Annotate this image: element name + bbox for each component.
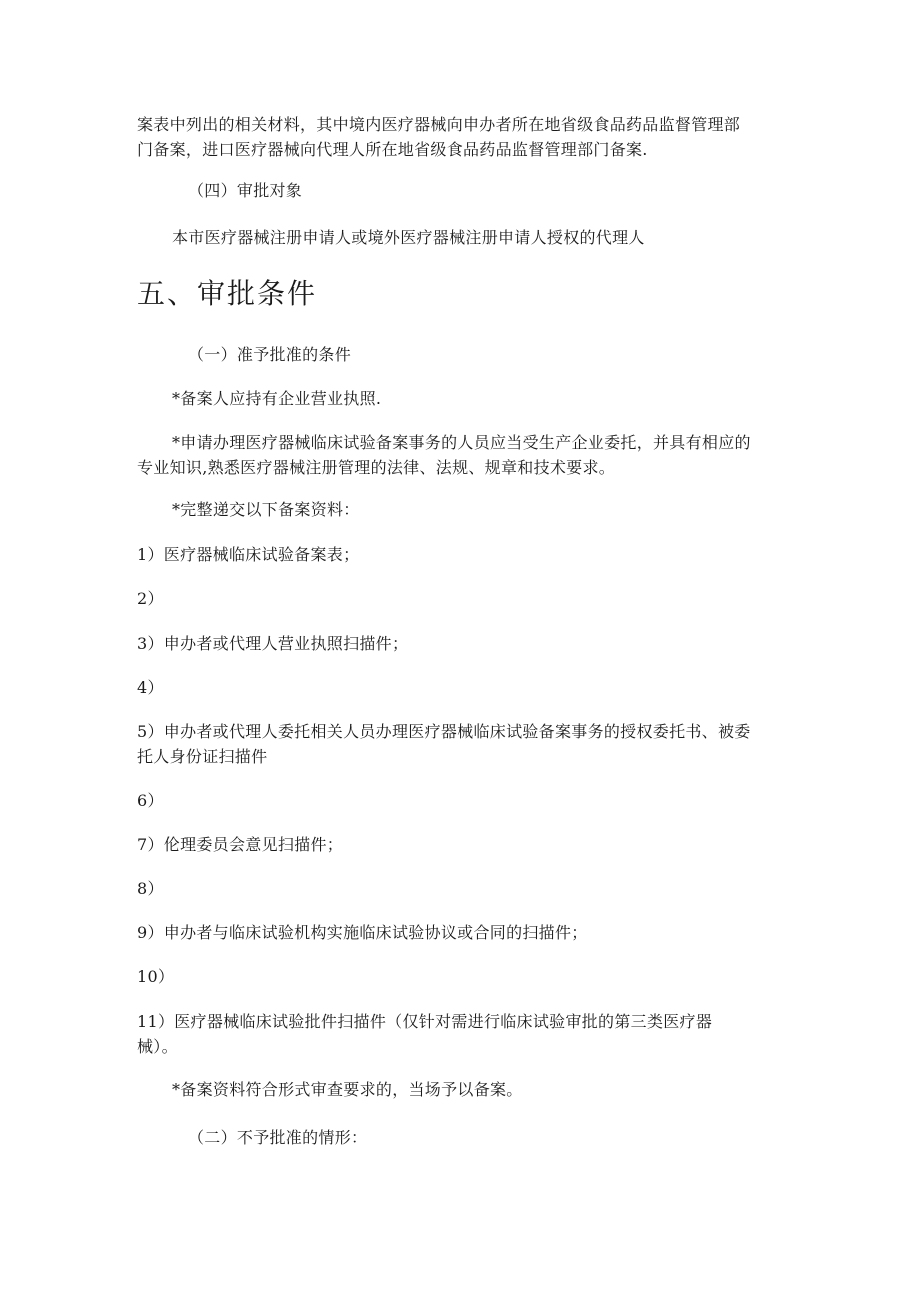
list-item-1: 1）医疗器械临床试验备案表；: [137, 545, 360, 564]
bullet-3: *完整递交以下备案资料：: [172, 500, 360, 519]
list-item-11-line-1: 11）医疗器械临床试验批件扫描件（仅针对需进行临床试验审批的第三类医疗器: [137, 1012, 713, 1031]
list-item-9: 9）申办者与临床试验机构实施临床试验协议或合同的扫描件；: [137, 923, 588, 942]
bullet-1: *备案人应持有企业营业执照.: [172, 389, 382, 408]
list-item-5-line-2: 托人身份证扫描件: [137, 747, 268, 766]
list-item-8: 8）: [137, 879, 164, 898]
condition-1-title: （一）准予批准的条件: [188, 345, 352, 364]
subsection-4-title: （四）审批对象: [188, 181, 303, 200]
subsection-4-text: 本市医疗器械注册申请人或境外医疗器械注册申请人授权的代理人: [172, 228, 645, 247]
list-item-2: 2）: [137, 589, 164, 608]
section-5-heading: 五、审批条件: [137, 277, 318, 310]
condition-2-title: （二）不予批准的情形：: [188, 1128, 368, 1147]
list-item-7: 7）伦理委员会意见扫描件；: [137, 835, 344, 854]
list-item-10: 10）: [137, 967, 175, 986]
intro-paragraph-line-1: 案表中列出的相关材料，其中境内医疗器械向申办者所在地省级食品药品监督管理部: [137, 115, 741, 134]
list-item-5-line-1: 5）申办者或代理人委托相关人员办理医疗器械临床试验备案事务的授权委托书、被委: [137, 722, 751, 741]
list-item-3: 3）申办者或代理人营业执照扫描件；: [137, 634, 409, 653]
list-item-11-line-2: 械）。: [137, 1037, 178, 1056]
bullet-2-line-2: 专业知识,熟悉医疗器械注册管理的法律、法规、规章和技术要求。: [137, 458, 616, 477]
list-item-4: 4）: [137, 678, 164, 697]
intro-paragraph-line-2: 门备案，进口医疗器械向代理人所在地省级食品药品监督管理部门备案.: [137, 140, 648, 159]
list-item-6: 6）: [137, 791, 164, 810]
bullet-2-line-1: *申请办理医疗器械临床试验备案事务的人员应当受生产企业委托，并具有相应的: [172, 433, 751, 452]
bullet-4: *备案资料符合形式审查要求的，当场予以备案。: [172, 1080, 523, 1099]
